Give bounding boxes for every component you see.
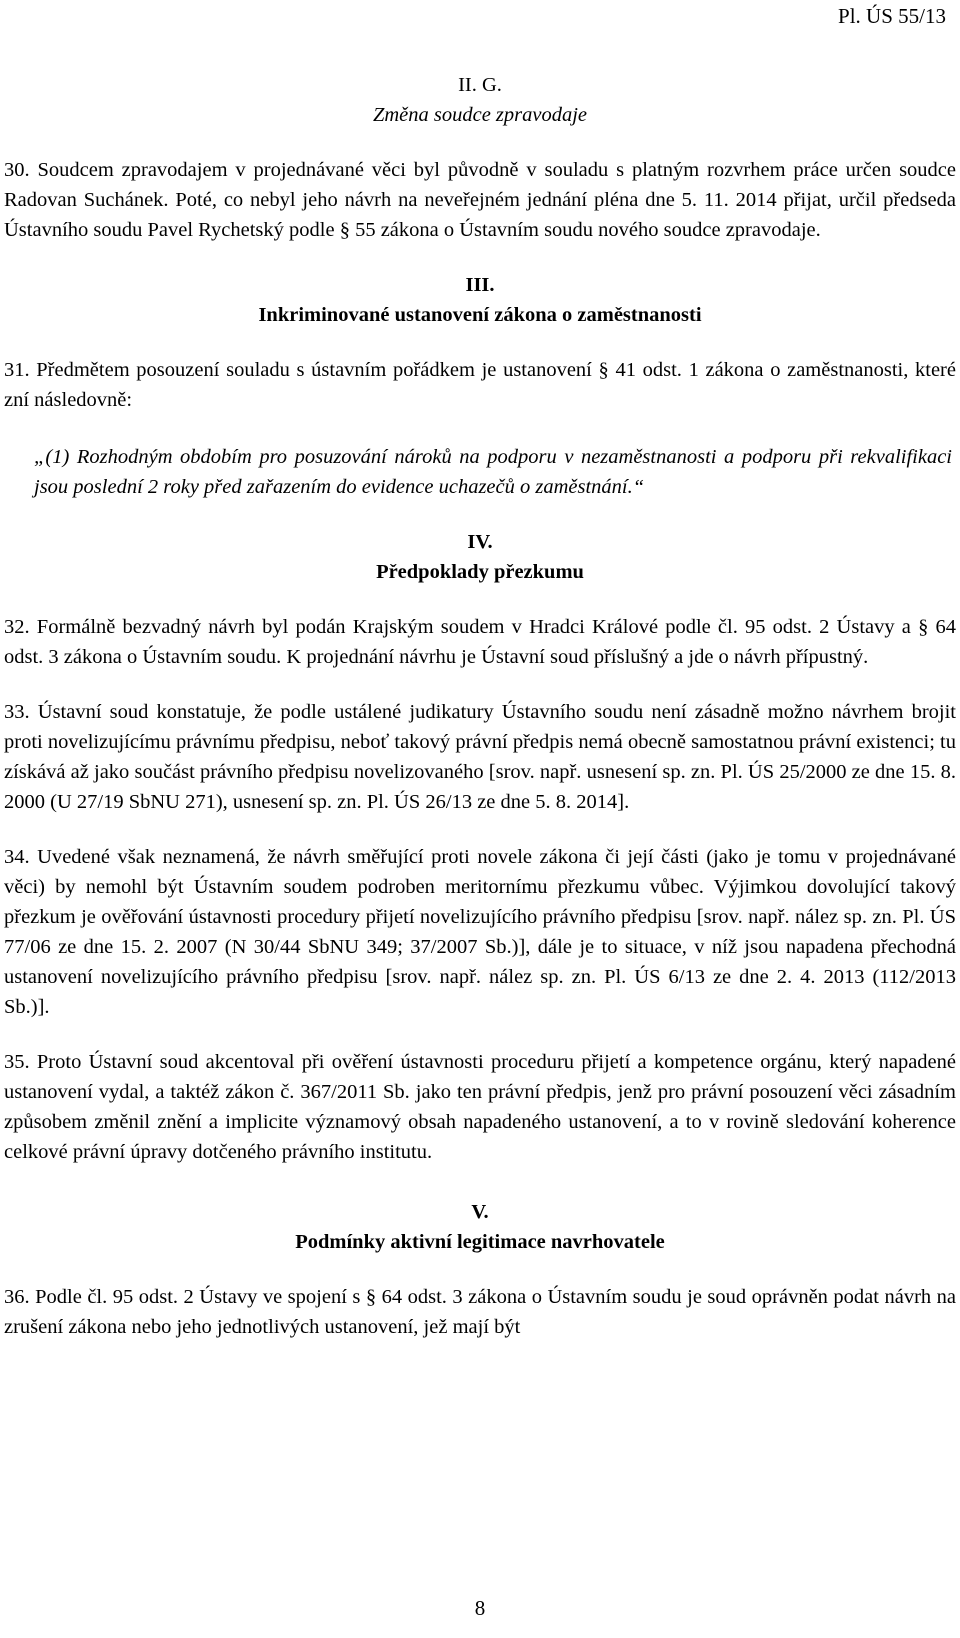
paragraph-36: 36. Podle čl. 95 odst. 2 Ústavy ve spojení s § 64 odst. 3 zákona o Ústavním soudu je soud oprávněn podat návrh na zrušení zákona nebo jeho jednotlivých ustanovení, jež mají být — [4, 1286, 956, 1338]
paragraph-31: 31. Předmětem posouzení souladu s ústavním pořádkem je ustanovení § 41 odst. 1 zákona o zaměstnanosti, které zní následovně: — [4, 359, 956, 411]
section-title-2g: Změna soudce zpravodaje — [372, 104, 588, 126]
quoted-provision: „(1) Rozhodným obdobím pro posuzování nároků na podporu v nezaměstnanosti a podporu při rekvalifikaci jsou poslední 2 roky před zařazením do evidence uchazečů o zaměstnání.“ — [34, 446, 952, 498]
paragraph-32: 32. Formálně bezvadný návrh byl podán Krajským soudem v Hradci Králové podle čl. 95 odst. 2 Ústavy a § 64 odst. 3 zákona o Ústavním soudu. K projednání návrhu je Ústavní soud příslušný a jde o návrh přípustný. — [4, 616, 956, 668]
document-body — [4, 70, 956, 1342]
page-number: 8 — [474, 1596, 486, 1620]
paragraph-35: 35. Proto Ústavní soud akcentoval při ověření ústavnosti proceduru přijetí a kompetence orgánu, který napadené ustanovení vydal, a taktéž zákon č. 367/2011 Sb. jako ten právní předpis, jenž pro právní posouzení věci zásadním způsobem změnil znění a implicite významový obsah napadeného ustanovení, a to v rovině sledování koherence celkové právní úpravy dotčeného právního institutu. — [4, 1051, 956, 1163]
case-reference: Pl. ÚS 55/13 — [838, 4, 946, 28]
section-number-5: V. — [471, 1201, 489, 1223]
section-number-4: IV. — [467, 531, 493, 553]
paragraph-34: 34. Uvedené však neznamená, že návrh směřující proti novele zákona či její části (jako je tomu v projednávané věci) by nemohl být Ústavním soudem podroben meritornímu přezkumu vůbec. Výjimkou dovolující takový přezkum je ověřování ústavnosti procedury přijetí novelizujícího právního předpisu [srov. např. nález sp. zn. Pl. ÚS 77/06 ze dne 15. 2. 2007 (N 30/44 SbNU 349; 37/2007 Sb.)], dále je to situace, v níž jsou napadena přechodná ustanovení novelizujícího právního předpisu [srov. např. nález sp. zn. Pl. ÚS 6/13 ze dne 2. 4. 2013 (112/2013 Sb.)]. — [4, 846, 956, 1018]
section-number-3: III. — [465, 274, 495, 296]
section-title-3: Inkriminované ustanovení zákona o zaměstnanosti — [258, 304, 702, 326]
section-title-4: Předpoklady přezkumu — [376, 561, 584, 583]
section-number-2g: II. G. — [458, 74, 502, 96]
section-title-5: Podmínky aktivní legitimace navrhovatele — [295, 1231, 665, 1253]
paragraph-30: 30. Soudcem zpravodajem v projednávané věci byl původně v souladu s platným rozvrhem práce určen soudce Radovan Suchánek. Poté, co nebyl jeho návrh na neveřejném jednání pléna dne 5. 11. 2014 přijat, určil předseda Ústavního soudu Pavel Rychetský podle § 55 zákona o Ústavním soudu nového soudce zpravodaje. — [4, 159, 956, 241]
paragraph-33: 33. Ústavní soud konstatuje, že podle ustálené judikatury Ústavního soudu není zásadně možno návrhem brojit proti novelizujícímu právnímu předpisu, neboť takový právní předpis nemá obecně samostatnou právní existenci; tu získává až jako součást právního předpisu novelizovaného [srov. např. usnesení sp. zn. Pl. ÚS 25/2000 ze dne 15. 8. 2000 (U 27/19 SbNU 271), usnesení sp. zn. Pl. ÚS 26/13 ze dne 5. 8. 2014]. — [4, 701, 956, 813]
